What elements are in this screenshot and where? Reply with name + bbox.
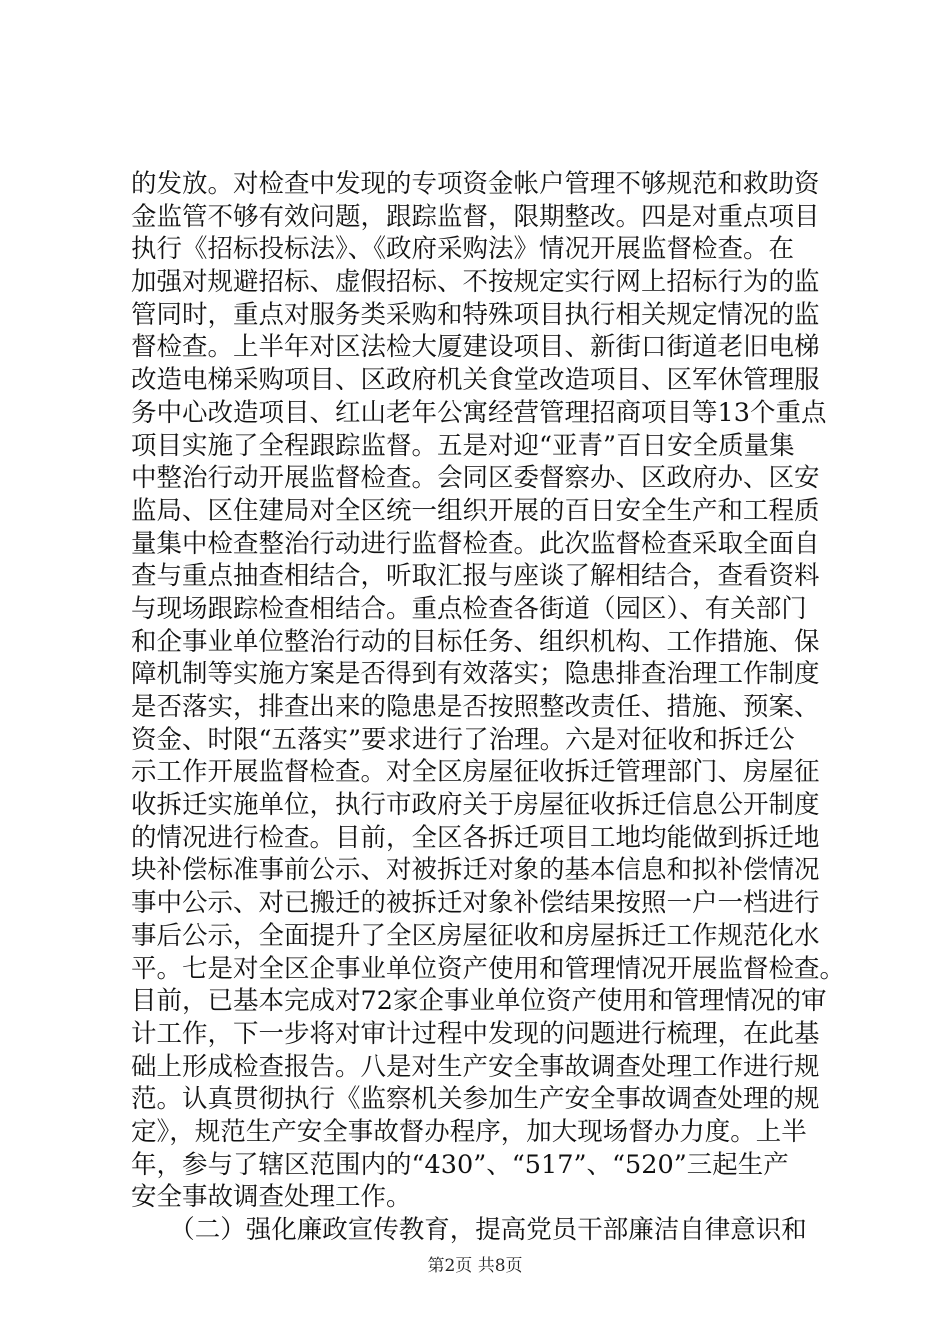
text-line: 年，参与了辖区范围内的“430”、“517”、“520”三起生产	[131, 1149, 789, 1180]
text-line: 量集中检查整治行动进行监督检查。此次监督检查采取全面自	[131, 528, 820, 559]
text-line: 督检查。上半年对区法检大厦建设项目、新街口街道老旧电梯	[131, 332, 820, 363]
text-line: 安全事故调查处理工作。	[131, 1182, 412, 1213]
text-line: 和企事业单位整治行动的目标任务、组织机构、工作措施、保	[131, 626, 820, 657]
text-line: 管同时，重点对服务类采购和特殊项目执行相关规定情况的监	[131, 299, 820, 330]
text-line: 金监管不够有效问题，跟踪监督，限期整改。四是对重点项目	[131, 201, 820, 232]
text-line: 事中公示、对已搬迁的被拆迁对象补偿结果按照一户一档进行	[131, 888, 820, 919]
text-line: 执行《招标投标法》、《政府采购法》情况开展监督检查。在	[131, 234, 795, 265]
text-line: 础上形成检查报告。八是对生产安全事故调查处理工作进行规	[131, 1051, 820, 1082]
text-line: 定》，规范生产安全事故督办程序，加大现场督办力度。上半	[131, 1116, 807, 1147]
body-text	[131, 168, 846, 1247]
text-line: 的情况进行检查。目前，全区各拆迁项目工地均能做到拆迁地	[131, 822, 820, 853]
text-line: 块补偿标准事前公示、对被拆迁对象的基本信息和拟补偿情况	[131, 855, 820, 886]
text-line: 查与重点抽查相结合，听取汇报与座谈了解相结合，查看资料	[131, 561, 820, 592]
text-line: 加强对规避招标、虚假招标、不按规定实行网上招标行为的监	[131, 267, 820, 298]
text-line: 资金、时限“五落实”要求进行了治理。六是对征收和拆迁公	[131, 724, 795, 755]
page-footer: 第2页 共8页	[427, 1256, 523, 1276]
text-line: 改造电梯采购项目、区政府机关食堂改造项目、区军休管理服	[131, 365, 820, 396]
text-line: （二）强化廉政宣传教育，提高党员干部廉洁自律意识和	[131, 1215, 807, 1245]
text-line: 监局、区住建局对全区统一组织开展的百日安全生产和工程质	[131, 495, 820, 526]
text-line: 是否落实，排查出来的隐患是否按照整改责任、措施、预案、	[131, 692, 820, 722]
text-line: 与现场跟踪检查相结合。重点检查各街道（园区）、有关部门	[131, 593, 807, 624]
text-line: 收拆迁实施单位，执行市政府关于房屋征收拆迁信息公开制度	[131, 790, 820, 821]
text-line: 示工作开展监督检查。对全区房屋征收拆迁管理部门、房屋征	[131, 757, 820, 788]
text-line: 范。认真贯彻执行《监察机关参加生产安全事故调查处理的规	[131, 1084, 820, 1115]
text-line: 务中心改造项目、红山老年公寓经营管理招商项目等13个重点	[131, 397, 827, 428]
text-line: 中整治行动开展监督检查。会同区委督察办、区政府办、区安	[131, 463, 820, 494]
text-line: 的发放。对检查中发现的专项资金帐户管理不够规范和救助资	[131, 169, 820, 199]
text-line: 平。七是对全区企事业单位资产使用和管理情况开展监督检查。	[131, 953, 846, 984]
text-line: 障机制等实施方案是否得到有效落实；隐患排查治理工作制度	[131, 659, 820, 690]
text-line: 事后公示，全面提升了全区房屋征收和房屋拆迁工作规范化水	[131, 920, 820, 951]
text-line: 项目实施了全程跟踪监督。五是对迎“亚青”百日安全质量集	[131, 430, 795, 461]
text-line: 计工作，下一步将对审计过程中发现的问题进行梳理，在此基	[131, 1018, 820, 1049]
text-line: 目前，已基本完成对72家企事业单位资产使用和管理情况的审	[131, 986, 827, 1017]
